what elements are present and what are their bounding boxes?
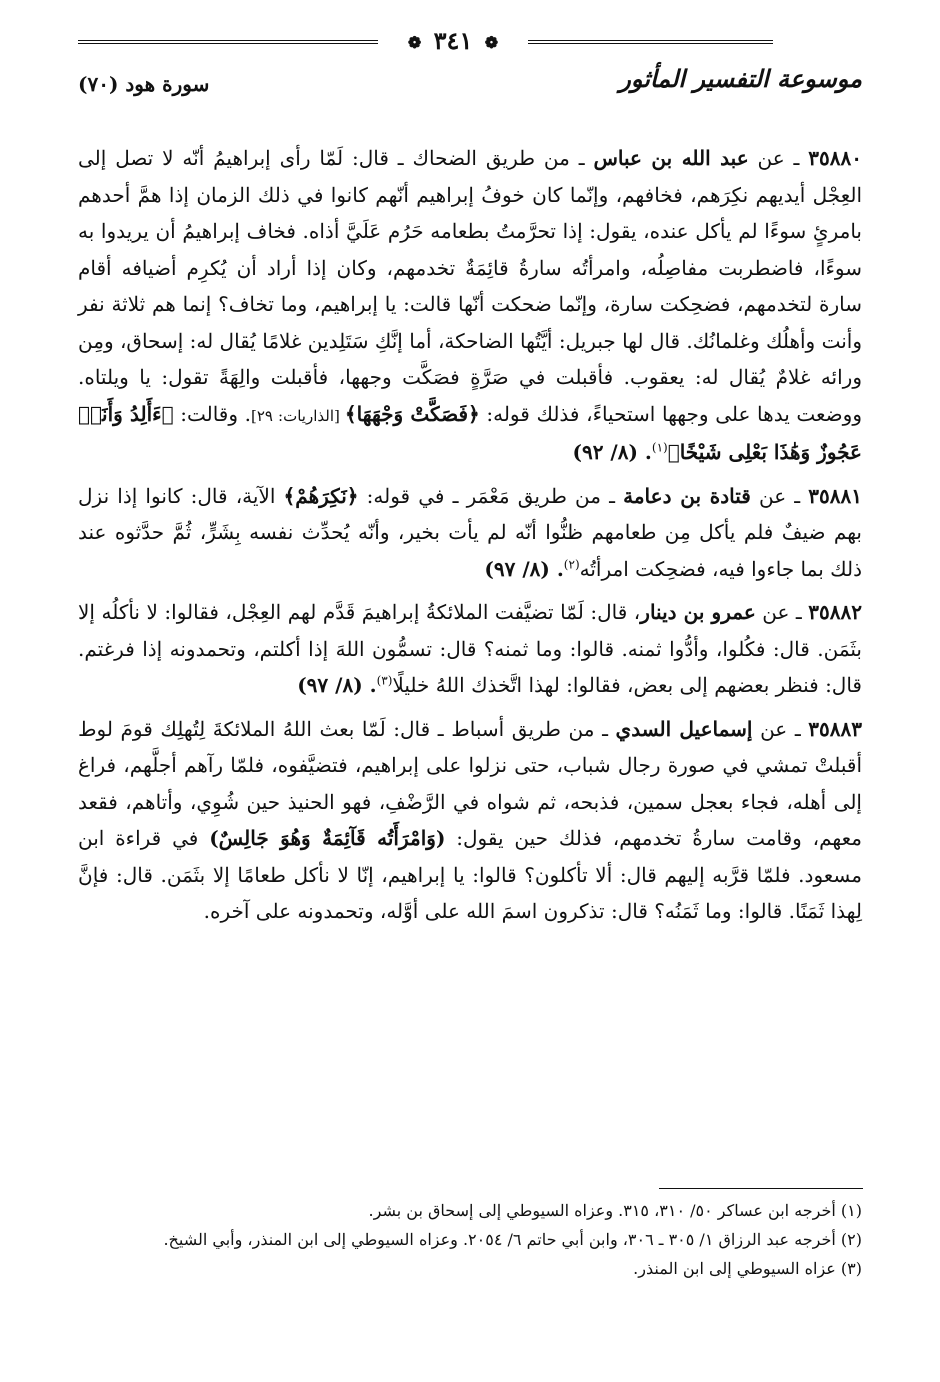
narration-entry	[78, 711, 862, 930]
footnote-marker: (١)	[651, 440, 668, 455]
entry-number: ٣٥٨٨٣	[808, 716, 863, 741]
header-rule-right	[528, 40, 773, 44]
entry-text: ، قال: لَمّا تضيَّفت الملائكةُ إبراهيمَ قَدَّم لهم العِجْل، فقالوا: لا نأكلُه إلا بثَمَن. قال: فكُلوا، وأدُّوا ثمنه. قالوا: وما ثمنه؟ قال: تسمُّون اللهَ إذا أكلتم، وتحمدونه إذا فرغتم. قال: فنظر بعضهم إلى بعض، فقالوا: لهذا اتَّخذك اللهُ خليلًا	[78, 600, 862, 697]
entry-text: ـ عن	[755, 600, 809, 624]
header-rule-left	[78, 40, 378, 44]
quran-quote: ﴿نَكِرَهُمْ﴾	[283, 483, 359, 508]
page-number: ٣٤١	[433, 26, 473, 55]
narrator-name: إسماعيل السدي	[615, 716, 753, 741]
entry-text: ـ من طريق الضحاك ـ قال: لَمّا رأى إبراهيمُ أنّه لا تصل إلى العِجْل أيديهم نكِرَهم، فخافهم، وإنّما كان خوفُ إبراهيم أنّهم كانوا في ذلك الزمان إذا همَّ أحدهم بامرئٍ سوءًا لم يأكل عنده، يقول: إذا تحرَّمتُ بطعامه حَرُم عَلَيَّ أذاه. فخاف إبراهيمُ أن يريدوا به سوءًا، فاضطربت مفاصِلُه، وامرأتُه سارةُ قائِمَةٌ تخدمهم، وكان إذا أراد أن يُكرِم أضيافه أقام سارة لتخدمهم، فضحِكت سارة، وإنّما ضحكت أنّها قالت: يا إبراهيم، وما تخاف؟ إنما هم ثلاثة نفر وأنت وأهلُك وغلمانُك. قال لها جبريل: أيَّتُها الضاحكة، أما إنَّكِ سَتَلِدين غلامًا يُقال له: إسحاق، ومِن ورائه غلامٌ يُقال له: يعقوب. فأقبلت في صَرَّةٍ فصَكَّت وجهها، فأقبلت والِهَةً تقول: يا ويلتاه. ووضعت يدها على وجهها استحياءً، فذلك قوله:	[78, 146, 862, 426]
narrator-name: قتادة بن دعامة	[623, 483, 751, 508]
running-header	[78, 62, 862, 112]
volume-reference: . (٨/ ٩٧)	[484, 556, 564, 581]
main-text	[78, 140, 862, 937]
narrator-name: عمرو بن دينار	[640, 600, 756, 624]
entry-text: . وقالت:	[173, 401, 252, 426]
volume-reference: . (٨/ ٩٧)	[297, 673, 377, 697]
entry-text: ـ من طريق مَعْمَر ـ في قوله:	[358, 483, 624, 508]
quran-quote: ﴿فَصَكَّتْ وَجْهَهَا﴾	[344, 401, 480, 426]
narrator-name: عبد الله بن عباس	[593, 146, 749, 170]
quran-reading: (وَامْرَأَتُه قَآئِمَةٌ وَهُوَ جَالِسٌ)	[209, 826, 446, 850]
footnote-separator	[659, 1188, 863, 1189]
ornament-icon: ❁	[407, 33, 422, 52]
entry-number: ٣٥٨٨٢	[808, 600, 863, 624]
entry-number: ٣٥٨٨٠	[808, 146, 862, 170]
entry-number: ٣٥٨٨١	[808, 483, 862, 508]
footnote-marker: (٢)	[563, 556, 580, 571]
footnote: (١) أخرجه ابن عساكر ٥٠/ ٣١٠، ٣١٥. وعزاه السيوطي إلى إسحاق بن بشر.	[368, 1201, 862, 1220]
narration-entry	[78, 594, 862, 704]
footnotes	[78, 1196, 862, 1283]
surah-title: سورة هود (٧٠)	[78, 72, 210, 96]
quran-quote: ﴿ءَأَلِدُ وَأَنَا۠ عَجُوزٌ وَهَٰذَا بَعْلِى شَيْخًا﴾	[78, 401, 862, 464]
ornament-icon: ❁	[484, 33, 499, 52]
book-title: موسوعة التفسير المأثور	[619, 64, 862, 93]
entry-text: الآية، قال: كانوا إذا نزل بهم ضيفٌ فلم يأكل مِن طعامهم ظنُّوا أنّه لم يأت بخير، وأنّه يُحدِّث نفسه بِشَرٍّ، ثُمَّ حدَّثوه عند ذلك بما جاءوا فيه، فضحِكت امرأتُه	[78, 483, 862, 581]
entry-text: ـ عن	[750, 483, 809, 508]
narration-entry	[78, 478, 862, 588]
entry-text: في قراءة ابن مسعود. فلمّا قرَّبه إليهم قال: ألا تأكلون؟ قالوا: يا إبراهيم، إنّا لا نأكل طعامًا إلا بثَمَن. قال: فإنَّ لِهذا ثَمَنًا. قالوا: وما ثَمَنُه؟ قال: تذكرون اسمَ الله على أوَّله، وتحمدونه على آخره.	[78, 826, 862, 923]
footnote: (٣) عزاه السيوطي إلى ابن المنذر.	[633, 1259, 862, 1278]
volume-reference: . (٨/ ٩٢)	[572, 440, 652, 464]
page-number-block	[378, 26, 528, 55]
footnote: (٢) أخرجه عبد الرزاق ١/ ٣٠٥ ـ ٣٠٦، وابن أبي حاتم ٦/ ٢٠٥٤. وعزاه السيوطي إلى ابن المنذر، وأبي الشيخ.	[163, 1230, 862, 1249]
narration-entry	[78, 140, 862, 471]
surah-reference: [الذاريات: ٢٩]	[251, 406, 345, 425]
entry-text: ـ عن	[752, 716, 809, 741]
entry-text: ـ من طريق أسباط ـ قال: لَمّا بعث اللهُ الملائكةَ لِتُهلِك قومَ لوط أقبلتْ تمشي في صورة رجال شباب، حتى نزلوا على إبراهيم، فتضيَّفوه، فلمّا رآهم أجلَّهم، فراغ إلى أهله، فجاء بعجل سمين، فذبحه، ثم شواه في الرَّضْفِ، فهو الحنيذ حين شُوِي، وأتاهم، فقعد معهم، وقامت سارةُ تخدمهم، فذلك حين يقول:	[78, 716, 862, 850]
entry-text: ـ عن	[748, 146, 809, 170]
footnote-marker: (٣)	[376, 673, 393, 688]
